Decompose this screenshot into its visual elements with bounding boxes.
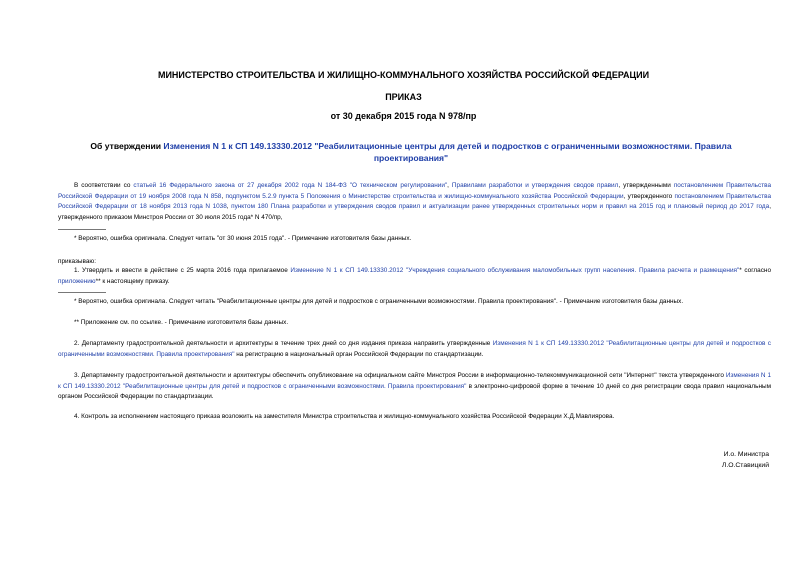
item2-text-1: 2. Департаменту градостроительной деятельности и архитектуры в течение трех дней со дня издания приказа направить утвержденные [74, 340, 493, 347]
signature-position: И.о. Министра [723, 451, 769, 458]
signature-name: Л.О.Ставицкий [721, 462, 769, 469]
item1-link-appendix[interactable]: приложению [58, 277, 96, 285]
footnote-2: * Вероятно, ошибка оригинала. Следует читать "Реабилитационные центры для детей и подростков с ограниченными возможностями. Правила проектирования". - Примечание изготовителя базы данных. [74, 298, 684, 305]
title-link[interactable]: Изменения N 1 к СП 149.13330.2012 "Реабилитационные центры для детей и подростков с ограниченными возможностями. Правила проектирования" [163, 141, 732, 163]
item-4: 4. Контроль за исполнением настоящего приказа возложить на заместителя Министра строительства и жилищно-коммунального хозяйства Российской Федерации Х.Д.Мавлиярова. [74, 413, 615, 420]
preamble-text-3: , утвержденными [618, 182, 674, 189]
ministry-heading: МИНИСТЕРСТВО СТРОИТЕЛЬСТВА И ЖИЛИЩНО-КОММУНАЛЬНОГО ХОЗЯЙСТВА РОССИЙСКОЙ ФЕДЕРАЦИИ [157, 70, 650, 80]
preamble-link-plan[interactable]: пунктом 180 Плана разработки и утверждения сводов правил и актуализации ранее утвержденных строительных норм и правил на 2015 год и плановый период до 2017 года [231, 203, 770, 210]
preamble-text-2: , [447, 182, 452, 189]
order-title [70, 141, 752, 164]
item-3 [58, 371, 771, 403]
item3-text-1: 3. Департаменту градостроительной деятельности и архитектуры обеспечить опубликование на официальном сайте Минстроя России в информационно-телекоммуникационной сети "Интернет" текста утвержденного [74, 372, 726, 379]
item-1 [58, 266, 771, 287]
item3-link-change[interactable]: Изменения N 1 к СП 149.13330.2012 "Реабилитационные центры для детей и подростков с ограниченными возможностями. Правила проектирования" [58, 372, 771, 390]
date-number: от 30 декабря 2015 года N 978/пр [330, 111, 477, 121]
item3-text-2: в электронно-цифровой форме в течение 10 дней со дня регистрации свода правил национальным органом Российской Федерации по стандартизации. [58, 382, 771, 400]
preamble-link-regulation[interactable]: подпунктом 5.2.9 пункта 5 Положения о Министерстве строительства и жилищно-коммунального хозяйства Российской Федерации [225, 192, 624, 200]
preamble-link-resolution-1038[interactable]: постановлением Правительства Российской Федерации от 18 ноября 2013 года N 1038 [58, 192, 772, 210]
preamble-text-4: , [221, 192, 226, 200]
item2-text-2: на регистрацию в национальный орган Российской Федерации по стандартизации. [234, 350, 484, 358]
preamble-link-law[interactable]: статьей 16 Федерального закона от 27 декабря 2002 года N 184-ФЗ "О техническом регулировании" [133, 182, 448, 189]
item1-link-change[interactable]: Изменение N 1 к СП 149.13330.2012 "Учреждения социального обслуживания маломобильных групп населения. Правила расчета и размещения" [290, 267, 740, 274]
item1-text-1: 1. Утвердить и ввести в действие с 25 марта 2016 года прилагаемое [74, 267, 291, 274]
preamble-text-5: , утвержденного [623, 192, 675, 200]
item-2 [58, 339, 771, 360]
item1-text-3: ** к настоящему приказу. [95, 277, 170, 285]
order-word: приказываю: [58, 258, 96, 265]
preamble-text-6: , [226, 203, 232, 210]
footnote-1: * Вероятно, ошибка оригинала. Следует читать "от 30 июня 2015 года". - Примечание изготовителя базы данных. [74, 235, 412, 242]
preamble-link-rules[interactable]: Правилами разработки и утверждения сводов правил [451, 182, 619, 189]
preamble-link-resolution-858[interactable]: постановлением Правительства Российской Федерации от 19 ноября 2008 года N 858 [58, 182, 771, 200]
footnote-rule-2 [58, 292, 106, 293]
preamble-text-7: , утвержденного приказом Минстроя России от 30 июля 2015 года* N 470/пр, [58, 203, 771, 221]
footnote-3: ** Приложение см. по ссылке. - Примечание изготовителя базы данных. [74, 319, 289, 326]
footnote-rule-1 [58, 229, 106, 230]
item1-text-2: * согласно [739, 267, 771, 274]
preamble-text-1: В соответствии со [74, 182, 134, 189]
doc-type-heading: ПРИКАЗ [385, 92, 422, 102]
preamble-paragraph [58, 181, 771, 223]
item2-link-change[interactable]: Изменения N 1 к СП 149.13330.2012 "Реабилитационные центры для детей и подростков с ограниченными возможностями. Правила проектирования" [58, 340, 771, 358]
title-prefix: Об утверждении [90, 141, 164, 151]
